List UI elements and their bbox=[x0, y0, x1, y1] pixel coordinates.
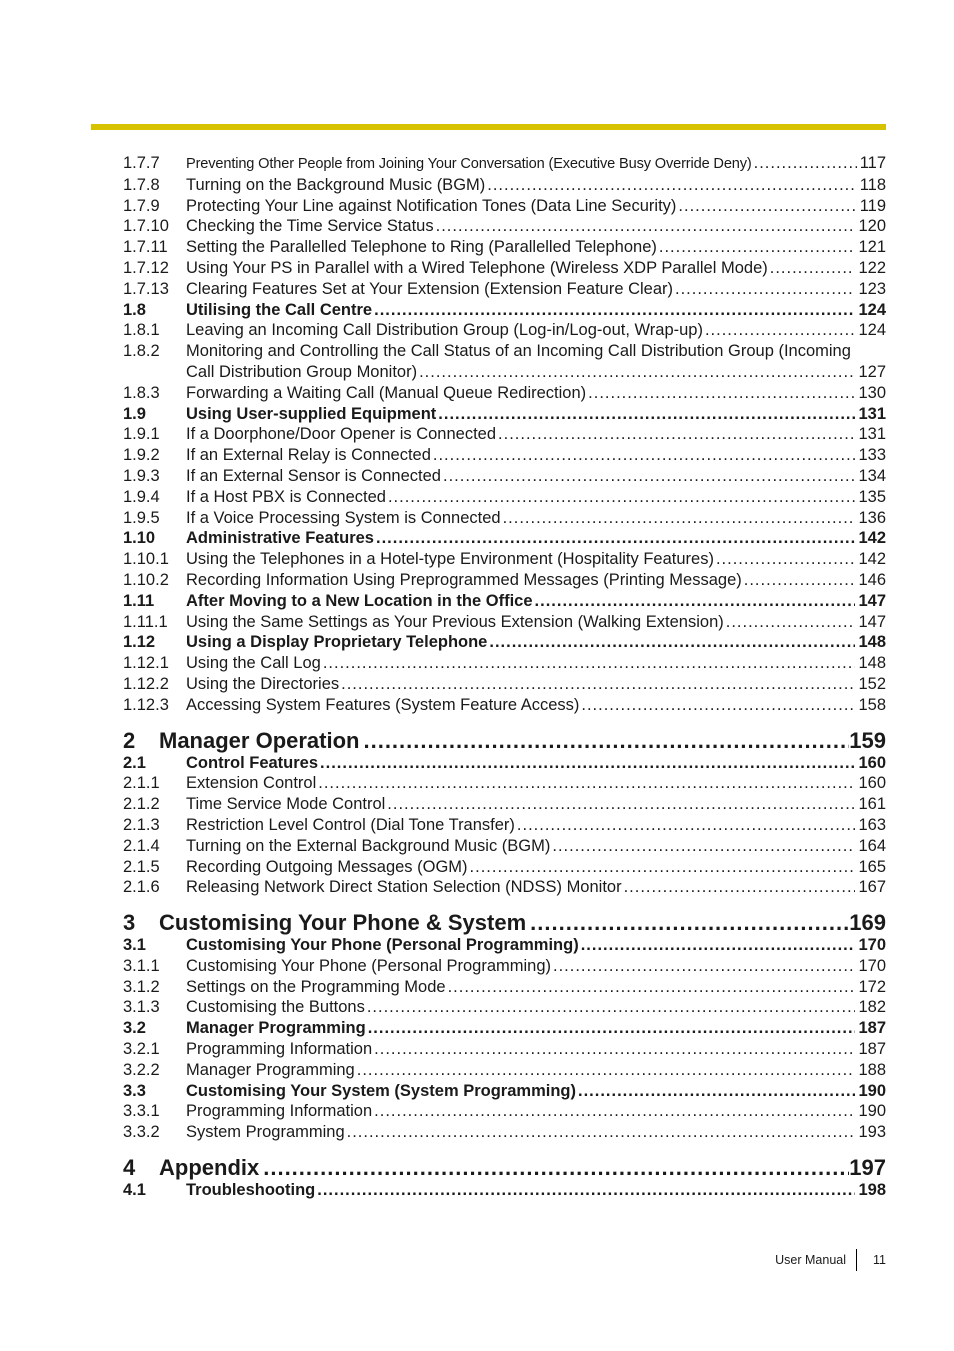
toc-entry-title-wrap bbox=[186, 549, 858, 570]
toc-entry-number: 3.1.1 bbox=[123, 956, 160, 975]
dot-leader bbox=[517, 815, 856, 836]
toc-entry-number: 1.9.4 bbox=[123, 487, 160, 506]
dot-leader bbox=[374, 300, 855, 321]
toc-entry-number: 3.2 bbox=[123, 1019, 146, 1038]
toc-entry-page: 147 bbox=[858, 591, 886, 610]
toc-entry[interactable] bbox=[123, 612, 886, 633]
toc-entry-page: 120 bbox=[858, 217, 886, 236]
toc-entry-number: 3.2.1 bbox=[123, 1040, 160, 1059]
toc-entry-title-wrap bbox=[186, 508, 858, 529]
toc-entry-title-wrap bbox=[186, 612, 858, 633]
toc-entry[interactable] bbox=[123, 508, 886, 529]
dot-leader bbox=[675, 279, 855, 300]
toc-entry-number: 1.11.1 bbox=[123, 612, 168, 631]
toc-entry-title-wrap bbox=[186, 815, 858, 836]
toc-entry[interactable] bbox=[123, 341, 886, 383]
toc-entry-page: 193 bbox=[858, 1123, 886, 1142]
dot-leader bbox=[320, 753, 855, 774]
toc-entry-title: Monitoring and Controlling the Call Status of an Incoming Call Distribution Group (Incoming bbox=[186, 342, 851, 361]
toc-entry-title: Extension Control bbox=[186, 774, 317, 793]
toc-entry-title-wrap bbox=[186, 216, 858, 237]
toc-entry-title: Customising Your System (System Programming) bbox=[186, 1081, 576, 1100]
dot-leader bbox=[503, 508, 856, 529]
toc-entry[interactable] bbox=[123, 404, 886, 425]
chapter-title-wrap bbox=[159, 728, 849, 753]
toc-entry-page: 133 bbox=[858, 446, 886, 465]
header-accent-bar bbox=[91, 124, 886, 130]
toc-entry-title: Utilising the Call Centre bbox=[186, 300, 373, 319]
toc-entry-title: Preventing Other People from Joining Your Conversation (Executive Busy Override Deny) bbox=[186, 156, 752, 172]
toc-entry-title: Turning on the External Background Music (BGM) bbox=[186, 836, 551, 855]
toc-entry-title: Programming Information bbox=[186, 1040, 373, 1059]
toc-entry-number: 1.9.2 bbox=[123, 446, 160, 465]
toc-entry-page: 148 bbox=[858, 654, 886, 673]
toc-entry[interactable] bbox=[123, 466, 886, 487]
toc-entry[interactable] bbox=[123, 977, 886, 998]
toc-entry-title: Programming Information bbox=[186, 1102, 373, 1121]
toc-entry-page: 190 bbox=[858, 1081, 886, 1100]
toc-entry-title-wrap bbox=[186, 320, 858, 341]
toc-entry-title-wrap bbox=[186, 487, 858, 508]
toc-entry-title: Time Service Mode Control bbox=[186, 795, 386, 814]
dot-leader bbox=[317, 1180, 855, 1201]
toc-entry-title: If an External Sensor is Connected bbox=[186, 466, 441, 485]
dot-leader bbox=[387, 794, 855, 815]
toc-entry-title-wrap bbox=[186, 383, 858, 404]
toc-entry-number: 2.1.5 bbox=[123, 857, 160, 876]
toc-entry-title: Clearing Features Set at Your Extension (Extension Feature Clear) bbox=[186, 279, 674, 298]
chapter-page: 159 bbox=[849, 727, 886, 753]
toc-entry-title: Using the Same Settings as Your Previous Extension (Walking Extension) bbox=[186, 612, 724, 631]
toc-entry-title: Using the Telephones in a Hotel-type Environment (Hospitality Features) bbox=[186, 550, 714, 569]
chapter-number: 3 bbox=[123, 910, 136, 936]
footer-divider bbox=[856, 1249, 857, 1271]
toc-entry-title-wrap bbox=[186, 153, 860, 175]
dot-leader bbox=[419, 362, 855, 383]
dot-leader bbox=[347, 1122, 856, 1143]
dot-leader bbox=[535, 591, 856, 612]
toc-entry-title: Releasing Network Direct Station Selection (NDSS) Monitor bbox=[186, 878, 622, 897]
toc-entry-page: 160 bbox=[858, 774, 886, 793]
chapter-heading[interactable] bbox=[123, 1155, 886, 1180]
toc-entry-title-wrap bbox=[186, 1081, 858, 1102]
toc-entry-number: 1.7.11 bbox=[123, 238, 168, 257]
chapter-heading[interactable] bbox=[123, 728, 886, 753]
toc-entry-title: Using the Call Log bbox=[186, 654, 321, 673]
dot-leader bbox=[553, 956, 855, 977]
toc-entry-page: 170 bbox=[858, 936, 886, 955]
toc-entry-title: Leaving an Incoming Call Distribution Group (Log-in/Log-out, Wrap-up) bbox=[186, 321, 703, 340]
toc-entry-title-wrap bbox=[186, 753, 858, 774]
dot-leader bbox=[624, 877, 856, 898]
toc-entry[interactable] bbox=[123, 424, 886, 445]
dot-leader bbox=[530, 910, 849, 935]
toc-entry-page: 118 bbox=[859, 175, 886, 194]
toc-entry-number: 1.12.2 bbox=[123, 674, 169, 693]
dot-leader bbox=[341, 674, 855, 695]
dot-leader bbox=[374, 1101, 855, 1122]
toc-entry-page: 122 bbox=[858, 258, 886, 277]
toc-entry-title-wrap bbox=[186, 404, 858, 425]
toc-entry-page: 146 bbox=[858, 570, 886, 589]
dot-leader bbox=[368, 1018, 856, 1039]
footer-page-number: 11 bbox=[873, 1253, 886, 1267]
toc-entry-title: Turning on the Background Music (BGM) bbox=[186, 175, 486, 194]
toc-entry[interactable] bbox=[123, 956, 886, 977]
toc-entry-number: 4.1 bbox=[123, 1181, 146, 1200]
toc-entry-page: 148 bbox=[858, 633, 886, 652]
toc-entry-number: 1.8.2 bbox=[123, 342, 160, 361]
toc-entry-number: 2.1.6 bbox=[123, 878, 160, 897]
dot-leader bbox=[744, 570, 856, 591]
toc-entry[interactable] bbox=[123, 1081, 886, 1102]
toc-entry-title-wrap bbox=[186, 695, 858, 716]
toc-entry[interactable] bbox=[123, 695, 886, 716]
toc-entry-number: 2.1.2 bbox=[123, 795, 160, 814]
toc-entry-number: 1.12.1 bbox=[123, 654, 169, 673]
toc-entry-number: 1.7.10 bbox=[123, 217, 169, 236]
dot-leader bbox=[318, 773, 855, 794]
dot-leader bbox=[588, 383, 855, 404]
toc-entry-title-wrap bbox=[186, 258, 858, 279]
chapter-title-wrap bbox=[159, 910, 849, 935]
toc-entry-number: 3.1.2 bbox=[123, 977, 160, 996]
toc-entry-page: 158 bbox=[858, 695, 886, 714]
toc-entry-title-wrap bbox=[186, 1122, 858, 1143]
toc-entry[interactable] bbox=[123, 196, 886, 217]
toc-entry-number: 2.1 bbox=[123, 753, 146, 772]
toc-entry-title-wrap bbox=[186, 175, 860, 196]
toc-entry[interactable] bbox=[123, 300, 886, 321]
toc-entry-title: If an External Relay is Connected bbox=[186, 446, 431, 465]
toc-entry-number: 3.3.1 bbox=[123, 1102, 160, 1121]
toc-entry-title: Using a Display Proprietary Telephone bbox=[186, 633, 488, 652]
toc-entry-number: 1.7.7 bbox=[123, 154, 160, 172]
toc-entry-title: Recording Outgoing Messages (OGM) bbox=[186, 857, 468, 876]
dot-leader bbox=[438, 404, 855, 425]
toc-entry[interactable] bbox=[123, 216, 886, 237]
toc-entry-title-wrap bbox=[186, 300, 858, 321]
toc-entry[interactable] bbox=[123, 794, 886, 815]
toc-entry-page: 152 bbox=[858, 674, 886, 693]
toc-entry[interactable] bbox=[123, 773, 886, 794]
toc-entry-title-wrap bbox=[186, 237, 858, 258]
chapter-page: 197 bbox=[849, 1155, 886, 1181]
toc-entry-number: 1.8 bbox=[123, 300, 146, 319]
toc-entry-title: Manager Programming bbox=[186, 1019, 366, 1038]
dot-leader bbox=[363, 728, 849, 753]
dot-leader bbox=[705, 320, 856, 341]
toc-entry-page: 124 bbox=[858, 321, 886, 340]
toc-entry-number: 2.1.3 bbox=[123, 815, 160, 834]
dot-leader bbox=[323, 653, 856, 674]
toc-entry-title-wrap bbox=[186, 997, 858, 1018]
chapter-number: 4 bbox=[123, 1155, 136, 1181]
chapter-title: Appendix bbox=[159, 1155, 260, 1181]
toc-entry[interactable] bbox=[123, 1180, 886, 1201]
toc-entry-page: 121 bbox=[858, 238, 886, 257]
toc-entry-page: 198 bbox=[858, 1181, 886, 1200]
dot-leader bbox=[754, 153, 857, 174]
toc-entry-number: 1.8.1 bbox=[123, 321, 160, 340]
toc-entry[interactable] bbox=[123, 653, 886, 674]
toc-entry[interactable] bbox=[123, 877, 886, 898]
toc-entry-page: 123 bbox=[858, 279, 886, 298]
dot-leader bbox=[552, 836, 855, 857]
table-of-contents bbox=[123, 153, 886, 1201]
toc-entry-title-wrap bbox=[186, 794, 858, 815]
toc-entry-page: 142 bbox=[858, 529, 886, 548]
toc-entry[interactable] bbox=[123, 1122, 886, 1143]
toc-entry-title: Control Features bbox=[186, 753, 319, 772]
toc-entry-page: 190 bbox=[858, 1102, 886, 1121]
toc-entry-title: Protecting Your Line against Notification Tones (Data Line Security) bbox=[186, 196, 677, 215]
footer-label: User Manual bbox=[775, 1253, 847, 1267]
toc-entry-page: 187 bbox=[858, 1019, 886, 1038]
toc-entry-number: 1.12.3 bbox=[123, 695, 169, 714]
toc-entry-title-continued bbox=[186, 362, 858, 383]
toc-entry[interactable] bbox=[123, 175, 886, 196]
toc-entry-number: 1.11 bbox=[123, 591, 155, 610]
toc-entry[interactable] bbox=[123, 753, 886, 774]
toc-entry-page: 124 bbox=[858, 300, 886, 319]
dot-leader bbox=[487, 175, 856, 196]
toc-entry-page: 142 bbox=[858, 550, 886, 569]
dot-leader bbox=[436, 216, 856, 237]
toc-entry-title-wrap bbox=[186, 977, 858, 998]
toc-entry-number: 1.7.13 bbox=[123, 279, 169, 298]
toc-entry-page: 188 bbox=[858, 1060, 886, 1079]
toc-entry-title-wrap bbox=[186, 1101, 858, 1122]
toc-entry-title-wrap bbox=[186, 1039, 858, 1060]
chapter-page: 169 bbox=[849, 910, 886, 936]
toc-entry-number: 3.3.2 bbox=[123, 1123, 160, 1142]
toc-entry-title: If a Doorphone/Door Opener is Connected bbox=[186, 425, 497, 444]
toc-entry-title: System Programming bbox=[186, 1123, 345, 1142]
dot-leader bbox=[367, 997, 856, 1018]
dot-leader bbox=[357, 1060, 856, 1081]
dot-leader bbox=[498, 424, 855, 445]
toc-entry-number: 2.1.1 bbox=[123, 774, 160, 793]
toc-entry-title: Checking the Time Service Status bbox=[186, 217, 434, 236]
toc-entry-title-wrap bbox=[186, 674, 858, 695]
toc-entry[interactable] bbox=[123, 591, 886, 612]
toc-entry-title-wrap bbox=[186, 466, 858, 487]
toc-entry-page: 127 bbox=[858, 362, 886, 381]
toc-entry-title: After Moving to a New Location in the Office bbox=[186, 591, 533, 610]
toc-entry[interactable] bbox=[123, 836, 886, 857]
toc-entry[interactable] bbox=[123, 237, 886, 258]
dot-leader bbox=[716, 549, 856, 570]
toc-entry-title-line2: Call Distribution Group Monitor) bbox=[186, 362, 418, 381]
toc-entry-title: Customising Your Phone (Personal Programming) bbox=[186, 936, 579, 955]
toc-entry-title: Setting the Parallelled Telephone to Ring (Parallelled Telephone) bbox=[186, 238, 657, 257]
toc-entry[interactable] bbox=[123, 383, 886, 404]
page-footer bbox=[775, 1249, 886, 1271]
toc-entry[interactable] bbox=[123, 1018, 886, 1039]
chapter-title: Customising Your Phone & System bbox=[159, 910, 527, 936]
dot-leader bbox=[443, 466, 855, 487]
toc-entry-title-wrap bbox=[186, 279, 858, 300]
toc-entry-page: 163 bbox=[858, 815, 886, 834]
toc-entry-number: 1.10.1 bbox=[123, 550, 169, 569]
toc-entry-page: 187 bbox=[858, 1040, 886, 1059]
dot-leader bbox=[376, 528, 855, 549]
dot-leader bbox=[263, 1155, 849, 1180]
toc-entry[interactable] bbox=[123, 445, 886, 466]
toc-entry-title-wrap bbox=[186, 591, 858, 612]
toc-entry-page: 131 bbox=[858, 425, 886, 444]
toc-entry-page: 119 bbox=[859, 196, 886, 215]
toc-entry-title-wrap bbox=[186, 773, 858, 794]
dot-leader bbox=[578, 1081, 855, 1102]
toc-entry-title-wrap bbox=[186, 956, 858, 977]
dot-leader bbox=[659, 237, 856, 258]
toc-entry-page: 130 bbox=[858, 383, 886, 402]
toc-entry-title: Restriction Level Control (Dial Tone Transfer) bbox=[186, 815, 515, 834]
toc-entry-title: If a Host PBX is Connected bbox=[186, 487, 386, 506]
chapter-title: Manager Operation bbox=[159, 727, 360, 753]
toc-entry-title-wrap bbox=[186, 528, 858, 549]
toc-entry[interactable] bbox=[123, 258, 886, 279]
toc-entry-title: Accessing System Features (System Feature Access) bbox=[186, 695, 580, 714]
dot-leader bbox=[581, 695, 855, 716]
toc-entry-title-wrap bbox=[186, 1018, 858, 1039]
dot-leader bbox=[489, 632, 855, 653]
toc-entry-title-wrap bbox=[186, 935, 858, 956]
toc-entry-page: 136 bbox=[858, 508, 886, 527]
toc-entry[interactable] bbox=[123, 674, 886, 695]
toc-entry-title-wrap bbox=[186, 424, 858, 445]
toc-entry-title-wrap bbox=[186, 445, 858, 466]
dot-leader bbox=[770, 258, 856, 279]
toc-entry-title-wrap bbox=[186, 570, 858, 591]
toc-entry-title-wrap bbox=[186, 1060, 858, 1081]
toc-entry-number: 1.7.8 bbox=[123, 175, 160, 194]
toc-entry[interactable] bbox=[123, 320, 886, 341]
toc-entry-page: 165 bbox=[858, 857, 886, 876]
toc-entry[interactable] bbox=[123, 1101, 886, 1122]
toc-entry-page: 167 bbox=[858, 878, 886, 897]
toc-entry-page: 160 bbox=[858, 753, 886, 772]
toc-entry[interactable] bbox=[123, 528, 886, 549]
toc-entry[interactable] bbox=[123, 487, 886, 508]
toc-entry-title-wrap bbox=[186, 836, 858, 857]
toc-entry-page: 182 bbox=[858, 998, 886, 1017]
chapter-title-wrap bbox=[159, 1155, 849, 1180]
toc-entry-page: 164 bbox=[858, 836, 886, 855]
toc-entry-number: 1.10.2 bbox=[123, 570, 169, 589]
toc-entry-page: 170 bbox=[858, 956, 886, 975]
toc-entry-number: 2.1.4 bbox=[123, 836, 160, 855]
toc-entry-title-wrap bbox=[186, 653, 858, 674]
toc-entry[interactable] bbox=[123, 857, 886, 878]
toc-entry[interactable] bbox=[123, 1039, 886, 1060]
toc-entry-title: Customising the Buttons bbox=[186, 998, 365, 1017]
toc-entry-title-wrap bbox=[186, 632, 858, 653]
toc-entry-number: 1.9 bbox=[123, 404, 146, 423]
dot-leader bbox=[448, 977, 856, 998]
toc-entry-number: 3.2.2 bbox=[123, 1060, 160, 1079]
toc-entry-number: 1.7.12 bbox=[123, 258, 169, 277]
toc-entry-page: 135 bbox=[858, 487, 886, 506]
toc-entry-title: Customising Your Phone (Personal Programming) bbox=[186, 956, 552, 975]
toc-entry-title: Recording Information Using Preprogrammed Messages (Printing Message) bbox=[186, 570, 742, 589]
chapter-number: 2 bbox=[123, 727, 136, 753]
toc-entry-number: 3.1 bbox=[123, 936, 146, 955]
toc-entry[interactable] bbox=[123, 1060, 886, 1081]
toc-entry-number: 1.9.3 bbox=[123, 466, 160, 485]
toc-entry[interactable] bbox=[123, 549, 886, 570]
toc-entry-number: 1.7.9 bbox=[123, 196, 160, 215]
toc-entry-page: 161 bbox=[858, 795, 886, 814]
toc-entry-title-wrap bbox=[186, 196, 860, 217]
toc-entry-title: If a Voice Processing System is Connected bbox=[186, 508, 501, 527]
toc-entry-page: 134 bbox=[858, 466, 886, 485]
dot-leader bbox=[433, 445, 856, 466]
dot-leader bbox=[374, 1039, 855, 1060]
dot-leader bbox=[470, 857, 856, 878]
toc-entry-number: 3.1.3 bbox=[123, 998, 160, 1017]
toc-entry-number: 1.10 bbox=[123, 529, 156, 548]
toc-entry-title-wrap bbox=[186, 1180, 858, 1201]
toc-entry-number: 1.9.5 bbox=[123, 508, 160, 527]
toc-entry[interactable] bbox=[123, 570, 886, 591]
toc-entry-page: 131 bbox=[858, 404, 886, 423]
dot-leader bbox=[388, 487, 856, 508]
toc-entry-title: Settings on the Programming Mode bbox=[186, 977, 446, 996]
chapter-heading[interactable] bbox=[123, 910, 886, 935]
toc-entry-number: 1.8.3 bbox=[123, 383, 160, 402]
toc-entry-title-wrap bbox=[186, 857, 858, 878]
toc-entry-title: Forwarding a Waiting Call (Manual Queue Redirection) bbox=[186, 383, 587, 402]
toc-entry[interactable] bbox=[123, 935, 886, 956]
toc-entry-page: 172 bbox=[858, 977, 886, 996]
toc-entry[interactable] bbox=[123, 997, 886, 1018]
dot-leader bbox=[726, 612, 856, 633]
toc-entry-page: 117 bbox=[859, 154, 886, 172]
toc-entry-page: 147 bbox=[858, 612, 886, 631]
toc-entry[interactable] bbox=[123, 815, 886, 836]
toc-entry[interactable] bbox=[123, 279, 886, 300]
dot-leader bbox=[581, 935, 856, 956]
toc-entry-number: 1.12 bbox=[123, 633, 156, 652]
toc-entry-title: Using the Directories bbox=[186, 674, 340, 693]
toc-entry-title: Administrative Features bbox=[186, 529, 374, 548]
toc-entry-number: 1.9.1 bbox=[123, 425, 160, 444]
toc-entry-title-wrap bbox=[186, 877, 858, 898]
toc-entry-number: 3.3 bbox=[123, 1081, 146, 1100]
toc-entry-title: Manager Programming bbox=[186, 1060, 355, 1079]
toc-entry-title: Using User-supplied Equipment bbox=[186, 404, 437, 423]
toc-entry[interactable] bbox=[123, 153, 886, 175]
toc-entry-title: Using Your PS in Parallel with a Wired Telephone (Wireless XDP Parallel Mode) bbox=[186, 258, 768, 277]
dot-leader bbox=[678, 196, 856, 217]
toc-entry[interactable] bbox=[123, 632, 886, 653]
toc-entry-title: Troubleshooting bbox=[186, 1181, 316, 1200]
